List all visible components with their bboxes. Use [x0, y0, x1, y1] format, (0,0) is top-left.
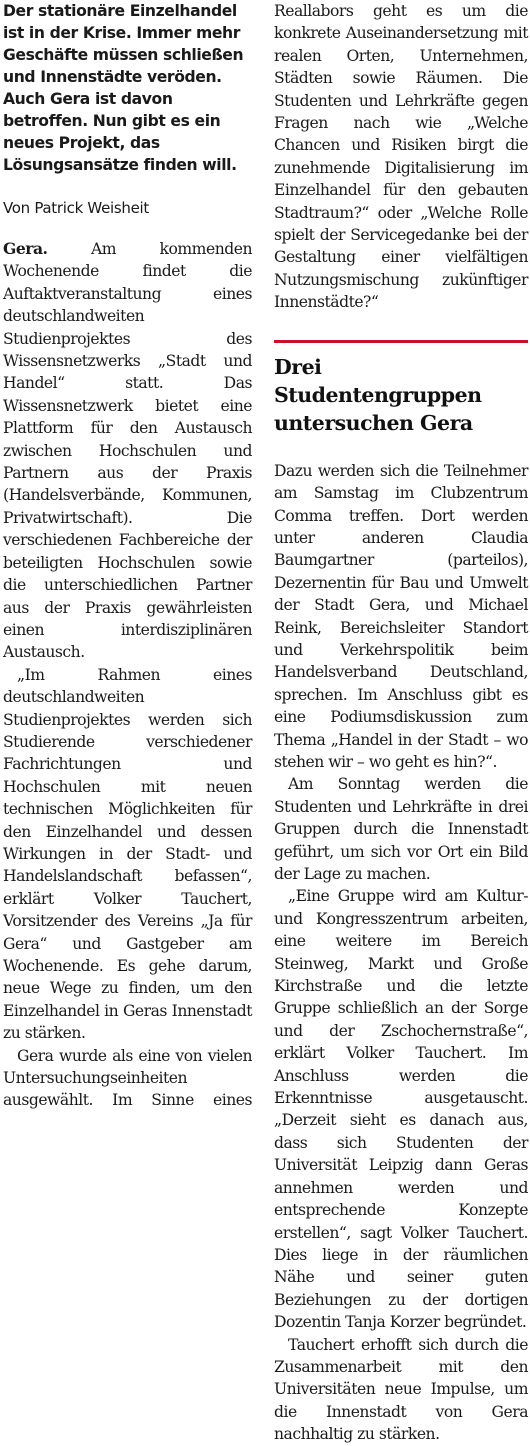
article-paragraph-4: Dazu werden sich die Teilnehmer am Samstag im Clubzentrum Comma treffen. Dort werden unter anderen Claudia Baumgartner (parteilos), Dezernentin für Bau und Umwelt der Stadt Gera, und Michael Reink, Bereichsleiter Standort und Verkehrspolitik beim Handelsverband Deutschland, sprechen. Im Anschluss gibt es eine Podiumsdiskussion zum Thema „Handel in der Stadt – wo stehen wir – wo geht es hin?“. — [274, 461, 528, 771]
article-paragraph-1 — [3, 238, 252, 664]
article-paragraph-5: Am Sonntag werden die Studenten und Lehrkräfte in drei Gruppen durch die Innenstadt geführt, um sich vor Ort ein Bild der Lage zu machen. — [274, 775, 528, 883]
article-dateline: Gera. — [3, 239, 48, 258]
continued-text-spacer — [274, 0, 528, 314]
article-paragraph-2: „Im Rahmen eines deutschlandweiten Studienprojektes werden sich Studierende verschiedener Fachrichtungen und Hochschulen mit neuen technischen Möglichkeiten für den Einzelhandel und dessen Wirkungen in der Stadt- und Handelslandschaft befassen“, erklärt Volker Tauchert, Vorsitzender des Vereins „Ja für Gera“ und Gastgeber am Wochenende. Es gehe darum, neue Wege zu finden, um den Einzelhandel in Geras Innenstadt zu stärken. — [3, 665, 252, 1043]
subhead-rule — [274, 340, 528, 343]
article-lead: Der stationäre Einzelhandel ist in der Krise. Immer mehr Geschäfte müssen schließen und Innenstädte veröden. Auch Gera ist davon betroffen. Nun gibt es ein neues Projekt, das Lösungsansätze finden will. — [3, 2, 244, 174]
article-paragraph-7: Tauchert erhofft sich durch die Zusammenarbeit mit den Universitäten neue Impulse, um die Innenstadt von Gera nachhaltig zu stärken. — [274, 1335, 528, 1444]
article-paragraph-3: Gera wurde als eine von vielen Untersuchungseinheiten ausgewählt. Im Sinne eines — [3, 1046, 252, 1110]
article-paragraph-6: „Eine Gruppe wird am Kultur- und Kongresszentrum arbeiten, eine weitere im Bereich Steinweg, Markt und Große Kirchstraße und die letzte Gruppe schließlich an der Sorge und der Zschochernstraße“, erklärt Volker Tauchert. Im Anschluss werden die Erkenntnisse ausgetauscht. „Derzeit sieht es danach aus, dass sich Studenten der Universität Leipzig dann Geras annehmen werden und entsprechende Konzepte erstellen“, sagt Volker Tauchert. Dies liege in der räumlichen Nähe und seiner guten Beziehungen zu der dortigen Dozentin Tanja Korzer begründet. — [274, 887, 528, 1332]
article-subhead: Drei Studentengruppen untersuchen Gera — [274, 354, 482, 435]
article-byline: Von Patrick Weisheit — [3, 199, 149, 217]
article-column-right — [274, 0, 528, 1446]
article-paragraph-3-continued: Reallabors geht es um die konkrete Auseinandersetzung mit realen Orten, Unternehmen, Städten sowie Räumen. Die Studenten und Lehrkräfte gegen Fragen nach wie „Welche Chancen und Risiken birgt die zunehmende Digitalisierung im Einzelhandel für den gebauten Stadtraum?“ oder „Welche Rolle spielt der Servicegedanke bei der Gestaltung einer vielfältigen Nutzungsmischung zukünftiger Innenstädte?“ — [274, 2, 528, 312]
article-paragraph-1-text: Am kommenden Wochenende findet die Auftaktveranstaltung eines deutschlandweiten Studienprojektes des Wissensnetzwerks „Stadt und Handel“ statt. Das Wissensnetzwerk bietet eine Plattform für den Austausch zwischen Hochschulen und Partnern aus der Praxis (Handelsverbände, Kommunen, Privatwirtschaft). Die verschiedenen Fachbereiche der beteiligten Hochschulen sowie die unterschiedlichen Partner aus der Praxis gewährleisten einen interdisziplinären Austausch. — [3, 240, 252, 662]
article-column-left — [3, 0, 252, 1112]
